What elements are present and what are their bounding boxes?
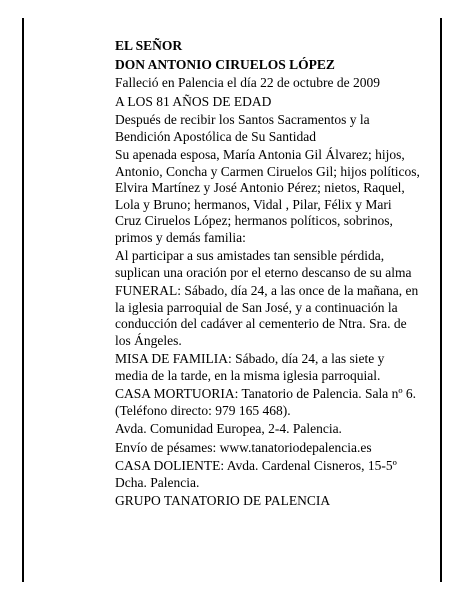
sacraments-text: Después de recibir los Santos Sacramentos y la Bendición Apostólica de Su Santidad (115, 112, 370, 144)
group-text: GRUPO TANATORIO DE PALENCIA (115, 493, 331, 508)
address-text: Avda. Comunidad Europea, 2-4. Palencia. (115, 421, 342, 436)
deceased-name: DON ANTONIO CIRUELOS LÓPEZ (115, 56, 335, 72)
obituary-notice (115, 38, 420, 512)
mortuary-text: CASA MORTUORIA: Tanatorio de Palencia. Sala nº 6. (Teléfono directo: 979 165 468). (115, 386, 417, 418)
notice-title: EL SEÑOR (115, 38, 183, 53)
request-text: Al participar a sus amistades tan sensible pérdida, suplican una oración por el eterno descanso de su alma (115, 248, 412, 280)
condolences-text: Envío de pésames: www.tanatoriodepalencia.es (115, 439, 372, 455)
family-text: Su apenada esposa, María Antonia Gil Álvarez; hijos, Antonio, Concha y Carmen Ciruelos Gil; hijos políticos, Elvira Martínez y José Antonio Pérez; nietos, Raquel, Lola y Bruno; hermanos, Vidal , Pilar, Félix y Mari Cruz Ciruelos López; hermanos políticos, sobrinos, primos y demás familia: (115, 147, 420, 245)
death-statement: Falleció en Palencia el día 22 de octubre de 2009 (115, 75, 381, 90)
home-text: CASA DOLIENTE: Avda. Cardenal Cisneros, 15-5º Dcha. Palencia. (115, 458, 397, 490)
age-statement: A LOS 81 AÑOS DE EDAD (115, 93, 272, 109)
funeral-text: FUNERAL: Sábado, día 24, a las once de la mañana, en la iglesia parroquial de San José, y a continuación la conducción del cadáver al cementerio de Ntra. Sra. de los Ángeles. (115, 283, 419, 348)
family-mass-text: MISA DE FAMILIA: Sábado, día 24, a las siete y media de la tarde, en la misma iglesia parroquial. (115, 351, 385, 383)
